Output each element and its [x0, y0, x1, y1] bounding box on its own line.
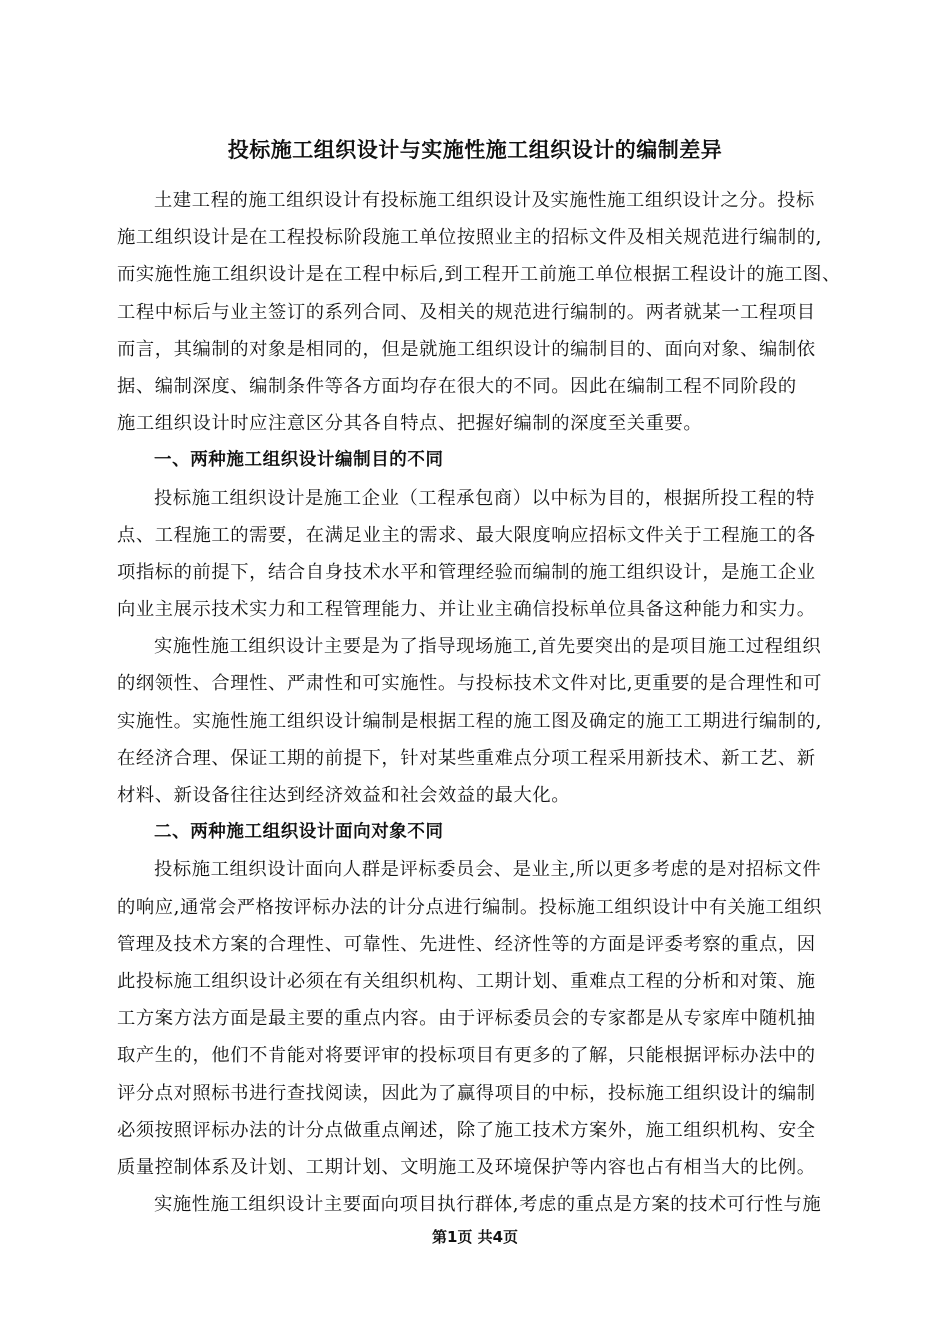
paragraph-line: 此投标施工组织设计必须在有关组织机构、工期计划、重难点工程的分析和对策、施	[117, 970, 816, 992]
paragraph-line: 的响应,通常会严格按评标办法的计分点进行编制。投标施工组织设计中有关施工组织	[117, 896, 823, 918]
paragraph-line: 评分点对照标书进行查找阅读，因此为了赢得项目的中标，投标施工组织设计的编制	[117, 1082, 816, 1104]
document-body	[117, 182, 841, 1223]
paragraph-line: 实施性施工组织设计主要是为了指导现场施工,首先要突出的是项目施工过程组织	[154, 636, 822, 658]
paragraph-line: 工方案方法方面是最主要的重点内容。由于评标委员会的专家都是从专家库中随机抽	[117, 1008, 816, 1030]
paragraph-line: 向业主展示技术实力和工程管理能力、并让业主确信投标单位具备这种能力和实力。	[117, 599, 816, 621]
paragraph-line: 取产生的，他们不肯能对将要评审的投标项目有更多的了解，只能根据评标办法中的	[117, 1045, 816, 1067]
section-heading: 二、两种施工组织设计面向对象不同	[154, 822, 444, 843]
paragraph-line: 施工组织设计时应注意区分其各自特点、把握好编制的深度至关重要。	[117, 413, 703, 435]
paragraph-line: 工程中标后与业主签订的系列合同、及相关的规范进行编制的。两者就某一工程项目	[117, 301, 816, 323]
paragraph-line: 材料、新设备往往达到经济效益和社会效益的最大化。	[117, 785, 571, 806]
section-heading: 一、两种施工组织设计编制目的不同	[154, 450, 444, 471]
paragraph-line: 实施性。实施性施工组织设计编制是根据工程的施工图及确定的施工工期进行编制的,	[117, 710, 823, 732]
paragraph-line: 而言，其编制的对象是相同的，但是就施工组织设计的编制目的、面向对象、编制依	[117, 338, 816, 360]
paragraph-line: 管理及技术方案的合理性、可靠性、先进性、经济性等的方面是评委考察的重点，因	[117, 933, 816, 955]
paragraph-line: 土建工程的施工组织设计有投标施工组织设计及实施性施工组织设计之分。投标	[154, 190, 815, 211]
paragraph-line: 在经济合理、保证工期的前提下，针对某些重难点分项工程采用新技术、新工艺、新	[117, 747, 816, 769]
document-title: 投标施工组织设计与实施性施工组织设计的编制差异	[227, 138, 723, 162]
paragraph-line: 实施性施工组织设计主要面向项目执行群体,考虑的重点是方案的技术可行性与施	[154, 1194, 822, 1216]
paragraph-line: 的纲领性、合理性、严肃性和可实施性。与投标技术文件对比,更重要的是合理性和可	[117, 673, 823, 695]
paragraph-line: 质量控制体系及计划、工期计划、文明施工及环境保护等内容也占有相当大的比例。	[117, 1156, 816, 1178]
paragraph-line: 投标施工组织设计面向人群是评标委员会、是业主,所以更多考虑的是对招标文件	[154, 859, 822, 881]
page-footer: 第1页 共4页	[431, 1228, 519, 1246]
paragraph-line: 必须按照评标办法的计分点做重点阐述，除了施工技术方案外，施工组织机构、安全	[117, 1119, 816, 1141]
paragraph-line: 点、工程施工的需要，在满足业主的需求、最大限度响应招标文件关于工程施工的各	[117, 524, 816, 546]
paragraph-line: 施工组织设计是在工程投标阶段施工单位按照业主的招标文件及相关规范进行编制的,	[117, 227, 823, 249]
paragraph-line: 项指标的前提下，结合自身技术水平和管理经验而编制的施工组织设计，是施工企业	[117, 561, 816, 583]
paragraph-line: 投标施工组织设计是施工企业（工程承包商）以中标为目的，根据所投工程的特	[154, 487, 815, 509]
paragraph-line: 而实施性施工组织设计是在工程中标后,到工程开工前施工单位根据工程设计的施工图、	[117, 264, 841, 286]
paragraph-line: 据、编制深度、编制条件等各方面均存在很大的不同。因此在编制工程不同阶段的	[117, 375, 797, 397]
